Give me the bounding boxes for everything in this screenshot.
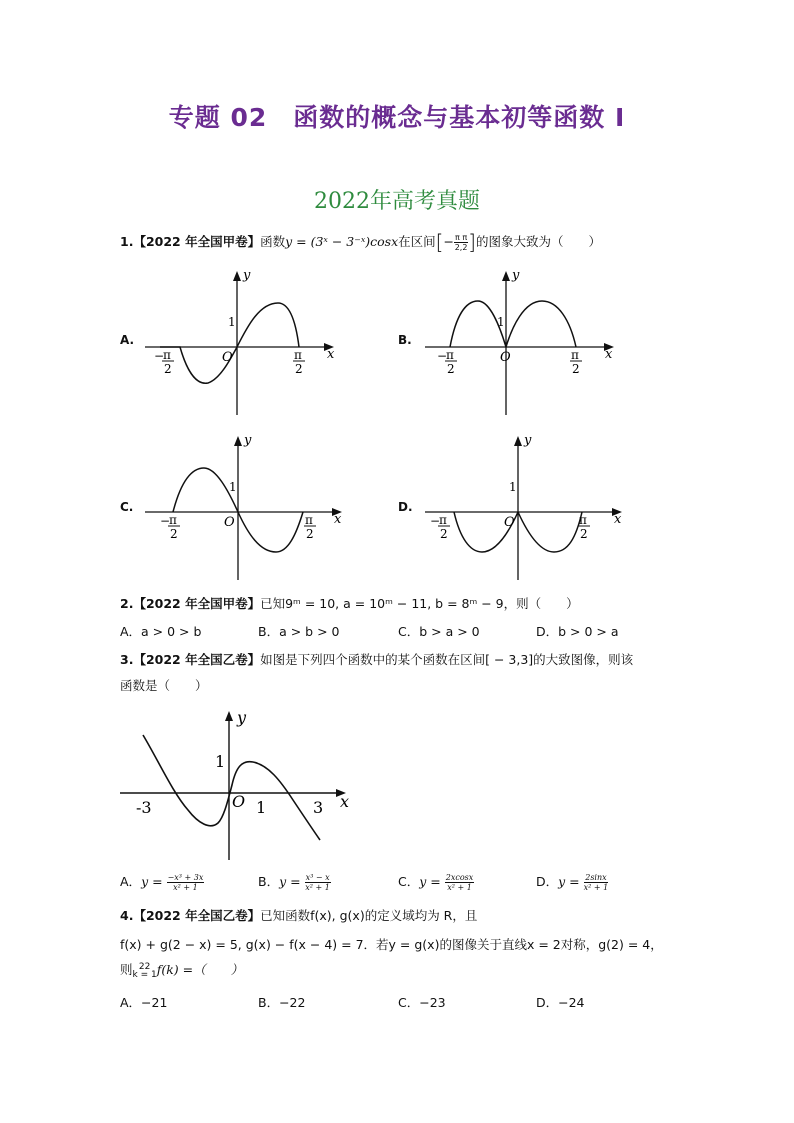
q4-option-a: A．−21 [120, 995, 168, 1010]
interval-bracket: [ [435, 230, 444, 254]
svg-text:1: 1 [215, 752, 226, 771]
svg-text:2: 2 [440, 527, 448, 541]
x-label: x [327, 347, 335, 362]
graph-d [420, 430, 630, 585]
tick-minus: − [154, 349, 165, 363]
interval-fraction: $\frac{\text{π π}}{2,2}$ [454, 233, 468, 252]
stem-text: 已知函数f(x), g(x)的定义域均为 R，且 [260, 908, 478, 923]
q3-option-d: D．y = $\frac{2\sin x}{\text{x² + 1}}$ [536, 873, 609, 892]
svg-text:y: y [524, 433, 532, 448]
svg-text:O: O [224, 515, 235, 530]
svg-text:2: 2 [170, 527, 178, 541]
tick-left-pi: π [163, 348, 171, 362]
question-4-stem [120, 906, 477, 924]
graph-b [420, 265, 620, 420]
q2-option-a: A．a > 0 > b [120, 624, 202, 639]
question-source: 【2022 年全国乙卷】 [133, 652, 261, 667]
svg-text:x: x [334, 512, 342, 527]
svg-text:π: π [446, 348, 454, 362]
tick-right-pi: π [294, 348, 302, 362]
question-number: 1. [120, 234, 134, 249]
svg-text:π: π [305, 513, 313, 527]
option-c-label: C. [120, 500, 134, 514]
option-d-label: D. [398, 500, 413, 514]
svg-text:2: 2 [447, 362, 455, 376]
origin-label: O [222, 350, 233, 365]
graph-q3 [118, 705, 368, 865]
svg-text:−: − [160, 514, 171, 528]
summation: 22 k = 1 [132, 961, 157, 980]
question-source: 【2022 年全国乙卷】 [133, 908, 261, 923]
title-topic-number: 专题 02 [168, 103, 268, 132]
option-b-label: B. [398, 333, 412, 347]
svg-text:1: 1 [229, 480, 237, 494]
svg-text:1: 1 [509, 480, 517, 494]
question-source: 【2022 年全国甲卷】 [133, 596, 261, 611]
svg-text:2: 2 [306, 527, 314, 541]
q2-option-b: B．a > b > 0 [258, 624, 340, 639]
svg-text:2: 2 [580, 527, 588, 541]
stem-text: 已知9ᵐ = 10, a = 10ᵐ − 11, b = 8ᵐ − 9，则（ ） [260, 596, 579, 611]
question-number: 2. [120, 596, 134, 611]
graph-c [140, 430, 350, 585]
section-subtitle: 2022年高考真题 [314, 189, 480, 214]
option-a-label: A. [120, 333, 135, 347]
svg-text:π: π [571, 348, 579, 362]
stem-text: 如图是下列四个函数中的某个函数在区间[ − 3,3]的大致图像，则该 [260, 652, 634, 667]
svg-text:1: 1 [256, 798, 267, 817]
svg-text:3: 3 [313, 798, 324, 817]
q3-option-a: A．y = $\frac{\text{−x³ + 3x}}{\text{x² + 1}}$ [120, 873, 204, 892]
question-3-stem-cont: 函数是（ ） [120, 678, 208, 693]
question-number: 3. [120, 652, 134, 667]
svg-text:π: π [439, 513, 447, 527]
svg-text:O: O [504, 515, 515, 530]
stem-text: 函数 [260, 234, 286, 249]
function-formula: y = (3ˣ − 3⁻ˣ)cosx [285, 234, 399, 249]
tick-left-two: 2 [164, 362, 172, 376]
interval-bracket: ] [468, 230, 476, 254]
q4-option-b: B．−22 [258, 995, 306, 1010]
svg-text:O: O [500, 350, 511, 365]
q3-option-b: B．y = $\frac{\text{x³ − x}}{\text{x² + 1}}$ [258, 873, 330, 892]
graph-a [140, 265, 340, 420]
svg-text:O: O [232, 792, 246, 811]
svg-text:x: x [340, 792, 350, 811]
svg-text:y: y [237, 708, 247, 727]
question-4-condition: f(x) + g(2 − x) = 5, g(x) − f(x − 4) = 7．若y = g(x)的图像关于直线x = 2对称，g(2) = 4， [120, 937, 663, 952]
y-axis-arrow [233, 271, 241, 281]
q4-option-d: D．−24 [536, 995, 585, 1010]
question-3-stem [120, 650, 633, 668]
svg-text:x: x [614, 512, 622, 527]
question-1-stem [120, 230, 601, 254]
page-title [0, 98, 794, 134]
tick-one: 1 [228, 315, 236, 329]
svg-text:π: π [579, 513, 587, 527]
svg-text:−: − [437, 349, 448, 363]
svg-text:-3: -3 [136, 798, 152, 817]
curve [143, 735, 320, 840]
tick-right-two: 2 [295, 362, 303, 376]
svg-text:π: π [169, 513, 177, 527]
question-2-stem [120, 594, 579, 612]
stem-text: 的图象大致为（ ） [475, 234, 601, 249]
svg-text:2: 2 [572, 362, 580, 376]
svg-text:−: − [430, 514, 441, 528]
interval-minus: − [443, 234, 454, 249]
q2-option-c: C．b > a > 0 [398, 624, 480, 639]
svg-text:y: y [244, 433, 252, 448]
question-4-ask: 则 22 k = 1 f(k) =（ ） [120, 961, 244, 980]
question-source: 【2022 年全国甲卷】 [133, 234, 261, 249]
q4-option-c: C．−23 [398, 995, 446, 1010]
stem-text: 在区间 [398, 234, 436, 249]
y-label: y [243, 268, 251, 283]
svg-text:y: y [512, 268, 520, 283]
curve [450, 301, 576, 347]
q2-option-d: D．b > 0 > a [536, 624, 619, 639]
q3-option-c: C．y = $\frac{2xcosx}{\text{x² + 1}}$ [398, 873, 474, 892]
title-topic-name: 函数的概念与基本初等函数 I [293, 103, 626, 132]
svg-text:x: x [605, 347, 613, 362]
question-number: 4. [120, 908, 134, 923]
svg-text:1: 1 [497, 315, 505, 329]
